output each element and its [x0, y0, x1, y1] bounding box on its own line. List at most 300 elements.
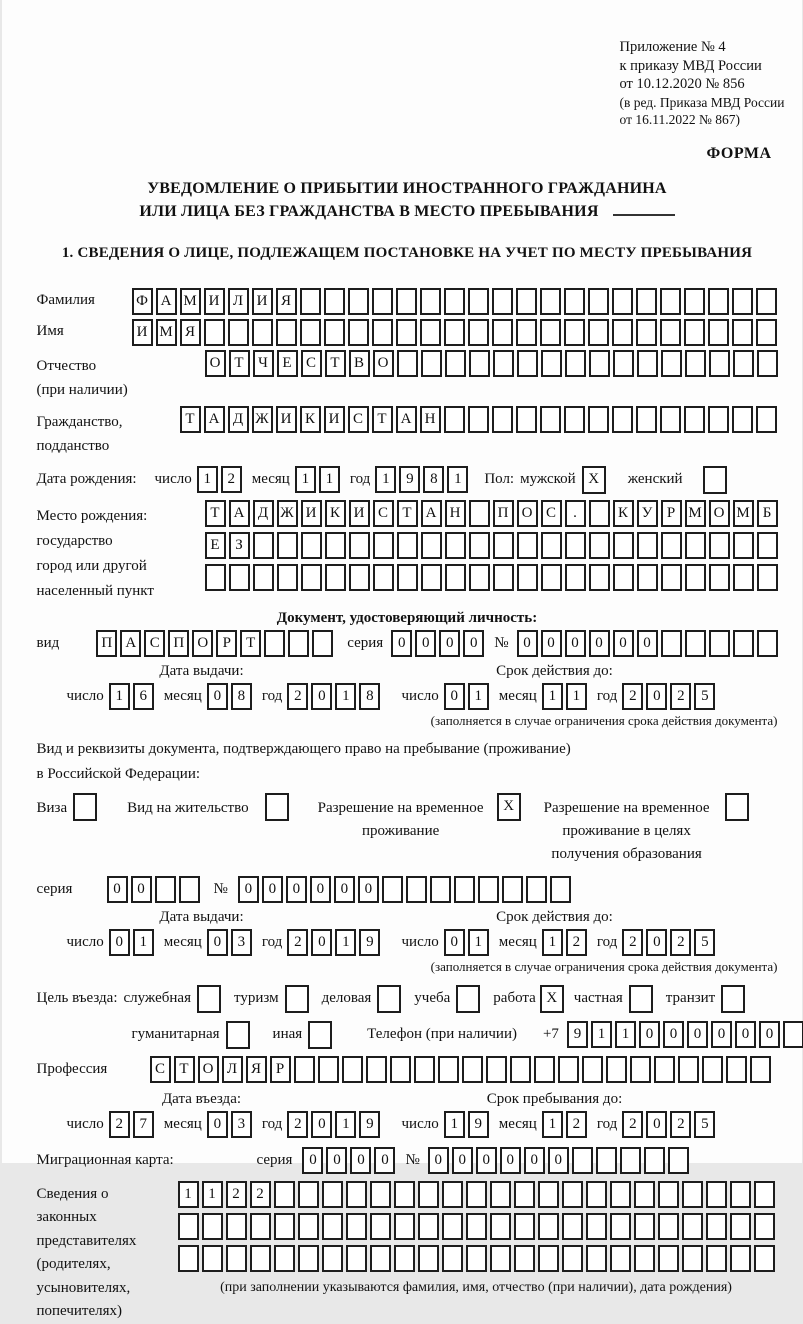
- cell[interactable]: [708, 319, 729, 346]
- cell[interactable]: [706, 1245, 727, 1272]
- cell[interactable]: [565, 564, 586, 591]
- cell[interactable]: [661, 630, 682, 657]
- cell[interactable]: [706, 1181, 727, 1208]
- cell[interactable]: 0: [637, 630, 658, 657]
- cell[interactable]: [757, 532, 778, 559]
- cell[interactable]: 0: [334, 876, 355, 903]
- cell[interactable]: [661, 564, 682, 591]
- cell[interactable]: [613, 532, 634, 559]
- cell[interactable]: [562, 1181, 583, 1208]
- cell[interactable]: Т: [240, 630, 261, 657]
- cell[interactable]: [709, 350, 730, 377]
- cell[interactable]: [708, 288, 729, 315]
- cell[interactable]: Р: [216, 630, 237, 657]
- cell[interactable]: 3: [231, 929, 252, 956]
- cell[interactable]: [324, 319, 345, 346]
- cell[interactable]: [541, 350, 562, 377]
- cell[interactable]: [517, 532, 538, 559]
- cell[interactable]: [205, 564, 226, 591]
- purpose-business-checkbox[interactable]: [377, 985, 401, 1013]
- cell[interactable]: 8: [231, 683, 252, 710]
- cell[interactable]: [179, 876, 200, 903]
- cell[interactable]: М: [733, 500, 754, 527]
- cell[interactable]: [382, 876, 403, 903]
- cell[interactable]: [589, 564, 610, 591]
- cell[interactable]: [596, 1147, 617, 1174]
- cell[interactable]: [756, 319, 777, 346]
- cell[interactable]: [726, 1056, 747, 1083]
- cell[interactable]: [406, 876, 427, 903]
- cell[interactable]: [421, 564, 442, 591]
- cell[interactable]: 8: [423, 466, 444, 493]
- cell[interactable]: [300, 319, 321, 346]
- cell[interactable]: 6: [133, 683, 154, 710]
- cell[interactable]: 2: [287, 683, 308, 710]
- cell[interactable]: А: [204, 406, 225, 433]
- cell[interactable]: 2: [250, 1181, 271, 1208]
- cell[interactable]: 0: [646, 683, 667, 710]
- cell[interactable]: С: [301, 350, 322, 377]
- cell[interactable]: [366, 1056, 387, 1083]
- gender-female-checkbox[interactable]: [703, 466, 727, 494]
- cell[interactable]: Т: [372, 406, 393, 433]
- cell[interactable]: [757, 630, 778, 657]
- cell[interactable]: 0: [428, 1147, 449, 1174]
- cell[interactable]: 0: [541, 630, 562, 657]
- cell[interactable]: 0: [286, 876, 307, 903]
- cell[interactable]: [706, 1213, 727, 1240]
- cell[interactable]: 0: [107, 876, 128, 903]
- cell[interactable]: Я: [276, 288, 297, 315]
- cell[interactable]: Т: [205, 500, 226, 527]
- cell[interactable]: [540, 319, 561, 346]
- cell[interactable]: 1: [542, 683, 563, 710]
- cell[interactable]: [610, 1181, 631, 1208]
- cell[interactable]: Б: [757, 500, 778, 527]
- cell[interactable]: [733, 630, 754, 657]
- cell[interactable]: 0: [311, 929, 332, 956]
- cell[interactable]: 9: [359, 1111, 380, 1138]
- temp-residence-edu-checkbox[interactable]: [725, 793, 749, 821]
- cell[interactable]: 9: [567, 1021, 588, 1048]
- purpose-tourism-checkbox[interactable]: [285, 985, 309, 1013]
- cell[interactable]: У: [637, 500, 658, 527]
- cell[interactable]: [730, 1181, 751, 1208]
- cell[interactable]: 0: [565, 630, 586, 657]
- cell[interactable]: И: [301, 500, 322, 527]
- cell[interactable]: [322, 1213, 343, 1240]
- cell[interactable]: [325, 564, 346, 591]
- cell[interactable]: 1: [109, 683, 130, 710]
- cell[interactable]: [178, 1213, 199, 1240]
- purpose-transit-checkbox[interactable]: [721, 985, 745, 1013]
- cell[interactable]: [586, 1245, 607, 1272]
- cell[interactable]: [644, 1147, 665, 1174]
- cell[interactable]: [469, 564, 490, 591]
- cell[interactable]: [612, 288, 633, 315]
- cell[interactable]: [658, 1181, 679, 1208]
- cell[interactable]: [298, 1213, 319, 1240]
- cell[interactable]: [250, 1245, 271, 1272]
- cell[interactable]: [274, 1213, 295, 1240]
- cell[interactable]: Ж: [277, 500, 298, 527]
- cell[interactable]: [346, 1181, 367, 1208]
- cell[interactable]: [346, 1213, 367, 1240]
- cell[interactable]: 3: [231, 1111, 252, 1138]
- cell[interactable]: [301, 532, 322, 559]
- cell[interactable]: 0: [109, 929, 130, 956]
- cell[interactable]: [490, 1181, 511, 1208]
- cell[interactable]: [526, 876, 547, 903]
- cell[interactable]: [684, 319, 705, 346]
- cell[interactable]: 0: [500, 1147, 521, 1174]
- cell[interactable]: [469, 350, 490, 377]
- cell[interactable]: Ж: [252, 406, 273, 433]
- cell[interactable]: 2: [287, 1111, 308, 1138]
- cell[interactable]: [589, 350, 610, 377]
- cell[interactable]: [660, 406, 681, 433]
- cell[interactable]: [733, 350, 754, 377]
- cell[interactable]: [572, 1147, 593, 1174]
- cell[interactable]: Т: [229, 350, 250, 377]
- cell[interactable]: О: [198, 1056, 219, 1083]
- cell[interactable]: [606, 1056, 627, 1083]
- cell[interactable]: [226, 1213, 247, 1240]
- purpose-other-checkbox[interactable]: [308, 1021, 332, 1049]
- cell[interactable]: [564, 288, 585, 315]
- cell[interactable]: [370, 1213, 391, 1240]
- cell[interactable]: [397, 350, 418, 377]
- cell[interactable]: 0: [639, 1021, 660, 1048]
- cell[interactable]: [430, 876, 451, 903]
- cell[interactable]: 1: [295, 466, 316, 493]
- cell[interactable]: 0: [548, 1147, 569, 1174]
- cell[interactable]: [517, 350, 538, 377]
- cell[interactable]: 0: [374, 1147, 395, 1174]
- cell[interactable]: [421, 350, 442, 377]
- cell[interactable]: [610, 1213, 631, 1240]
- visa-checkbox[interactable]: [73, 793, 97, 821]
- cell[interactable]: [478, 876, 499, 903]
- cell[interactable]: М: [180, 288, 201, 315]
- cell[interactable]: [565, 350, 586, 377]
- cell[interactable]: [660, 319, 681, 346]
- cell[interactable]: [516, 288, 537, 315]
- cell[interactable]: [658, 1213, 679, 1240]
- cell[interactable]: 0: [350, 1147, 371, 1174]
- cell[interactable]: К: [325, 500, 346, 527]
- cell[interactable]: [370, 1245, 391, 1272]
- cell[interactable]: [658, 1245, 679, 1272]
- cell[interactable]: [204, 319, 225, 346]
- cell[interactable]: [444, 288, 465, 315]
- cell[interactable]: 0: [517, 630, 538, 657]
- cell[interactable]: [661, 532, 682, 559]
- cell[interactable]: [636, 406, 657, 433]
- cell[interactable]: 0: [476, 1147, 497, 1174]
- cell[interactable]: [660, 288, 681, 315]
- cell[interactable]: [613, 350, 634, 377]
- gender-male-checkbox[interactable]: X: [582, 466, 606, 494]
- cell[interactable]: [685, 630, 706, 657]
- cell[interactable]: К: [613, 500, 634, 527]
- cell[interactable]: [445, 532, 466, 559]
- cell[interactable]: 7: [133, 1111, 154, 1138]
- cell[interactable]: [394, 1245, 415, 1272]
- cell[interactable]: 2: [287, 929, 308, 956]
- cell[interactable]: 1: [447, 466, 468, 493]
- cell[interactable]: [288, 630, 309, 657]
- cell[interactable]: 1: [468, 683, 489, 710]
- cell[interactable]: [493, 564, 514, 591]
- cell[interactable]: [620, 1147, 641, 1174]
- cell[interactable]: 0: [463, 630, 484, 657]
- cell[interactable]: [155, 876, 176, 903]
- residence-permit-checkbox[interactable]: [265, 793, 289, 821]
- cell[interactable]: [420, 319, 441, 346]
- cell[interactable]: [708, 406, 729, 433]
- cell[interactable]: [229, 564, 250, 591]
- cell[interactable]: О: [517, 500, 538, 527]
- purpose-humanitarian-checkbox[interactable]: [226, 1021, 250, 1049]
- cell[interactable]: 1: [335, 1111, 356, 1138]
- cell[interactable]: [733, 532, 754, 559]
- cell[interactable]: [414, 1056, 435, 1083]
- cell[interactable]: Е: [277, 350, 298, 377]
- cell[interactable]: 0: [613, 630, 634, 657]
- cell[interactable]: [492, 288, 513, 315]
- cell[interactable]: 0: [415, 630, 436, 657]
- cell[interactable]: Я: [180, 319, 201, 346]
- cell[interactable]: [397, 532, 418, 559]
- cell[interactable]: [418, 1245, 439, 1272]
- cell[interactable]: С: [541, 500, 562, 527]
- cell[interactable]: Т: [174, 1056, 195, 1083]
- cell[interactable]: [754, 1245, 775, 1272]
- cell[interactable]: 8: [359, 683, 380, 710]
- cell[interactable]: [612, 406, 633, 433]
- cell[interactable]: 0: [311, 1111, 332, 1138]
- cell[interactable]: [322, 1181, 343, 1208]
- cell[interactable]: [637, 564, 658, 591]
- cell[interactable]: 0: [302, 1147, 323, 1174]
- cell[interactable]: [372, 288, 393, 315]
- cell[interactable]: [634, 1245, 655, 1272]
- cell[interactable]: Р: [661, 500, 682, 527]
- cell[interactable]: 0: [711, 1021, 732, 1048]
- cell[interactable]: Т: [325, 350, 346, 377]
- cell[interactable]: 0: [310, 876, 331, 903]
- cell[interactable]: А: [120, 630, 141, 657]
- cell[interactable]: [514, 1181, 535, 1208]
- cell[interactable]: Р: [270, 1056, 291, 1083]
- cell[interactable]: 0: [646, 929, 667, 956]
- cell[interactable]: 0: [131, 876, 152, 903]
- cell[interactable]: 0: [391, 630, 412, 657]
- cell[interactable]: [684, 288, 705, 315]
- cell[interactable]: [538, 1181, 559, 1208]
- cell[interactable]: 2: [622, 1111, 643, 1138]
- cell[interactable]: [442, 1245, 463, 1272]
- cell[interactable]: [538, 1213, 559, 1240]
- cell[interactable]: [322, 1245, 343, 1272]
- cell[interactable]: Т: [180, 406, 201, 433]
- cell[interactable]: [318, 1056, 339, 1083]
- cell[interactable]: 2: [670, 1111, 691, 1138]
- cell[interactable]: [754, 1181, 775, 1208]
- cell[interactable]: [678, 1056, 699, 1083]
- cell[interactable]: Л: [228, 288, 249, 315]
- cell[interactable]: [540, 406, 561, 433]
- purpose-private-checkbox[interactable]: [629, 985, 653, 1013]
- cell[interactable]: 0: [687, 1021, 708, 1048]
- cell[interactable]: [373, 532, 394, 559]
- cell[interactable]: 9: [359, 929, 380, 956]
- cell[interactable]: [493, 350, 514, 377]
- cell[interactable]: [445, 350, 466, 377]
- cell[interactable]: [444, 319, 465, 346]
- cell[interactable]: П: [96, 630, 117, 657]
- cell[interactable]: И: [349, 500, 370, 527]
- cell[interactable]: [754, 1213, 775, 1240]
- cell[interactable]: [684, 406, 705, 433]
- cell[interactable]: [668, 1147, 689, 1174]
- cell[interactable]: [613, 564, 634, 591]
- cell[interactable]: [517, 564, 538, 591]
- cell[interactable]: О: [709, 500, 730, 527]
- cell[interactable]: [564, 319, 585, 346]
- cell[interactable]: [444, 406, 465, 433]
- cell[interactable]: [564, 406, 585, 433]
- cell[interactable]: [276, 319, 297, 346]
- cell[interactable]: [312, 630, 333, 657]
- cell[interactable]: [294, 1056, 315, 1083]
- cell[interactable]: 0: [238, 876, 259, 903]
- cell[interactable]: 1: [375, 466, 396, 493]
- cell[interactable]: 0: [524, 1147, 545, 1174]
- cell[interactable]: [348, 319, 369, 346]
- cell[interactable]: А: [396, 406, 417, 433]
- cell[interactable]: [558, 1056, 579, 1083]
- cell[interactable]: [750, 1056, 771, 1083]
- cell[interactable]: [685, 350, 706, 377]
- cell[interactable]: [346, 1245, 367, 1272]
- cell[interactable]: 0: [358, 876, 379, 903]
- cell[interactable]: [610, 1245, 631, 1272]
- cell[interactable]: 1: [615, 1021, 636, 1048]
- cell[interactable]: [757, 564, 778, 591]
- cell[interactable]: [394, 1213, 415, 1240]
- cell[interactable]: 1: [133, 929, 154, 956]
- cell[interactable]: [466, 1213, 487, 1240]
- cell[interactable]: 1: [202, 1181, 223, 1208]
- cell[interactable]: [372, 319, 393, 346]
- cell[interactable]: [732, 406, 753, 433]
- cell[interactable]: [469, 500, 490, 527]
- cell[interactable]: [445, 564, 466, 591]
- cell[interactable]: [630, 1056, 651, 1083]
- cell[interactable]: И: [276, 406, 297, 433]
- cell[interactable]: Д: [253, 500, 274, 527]
- cell[interactable]: [492, 406, 513, 433]
- cell[interactable]: 2: [221, 466, 242, 493]
- cell[interactable]: [486, 1056, 507, 1083]
- cell[interactable]: О: [373, 350, 394, 377]
- cell[interactable]: [612, 319, 633, 346]
- cell[interactable]: 9: [399, 466, 420, 493]
- cell[interactable]: [654, 1056, 675, 1083]
- cell[interactable]: Н: [445, 500, 466, 527]
- cell[interactable]: С: [150, 1056, 171, 1083]
- cell[interactable]: [588, 406, 609, 433]
- cell[interactable]: [418, 1181, 439, 1208]
- cell[interactable]: [534, 1056, 555, 1083]
- cell[interactable]: [589, 500, 610, 527]
- cell[interactable]: 1: [566, 683, 587, 710]
- cell[interactable]: [421, 532, 442, 559]
- cell[interactable]: [709, 630, 730, 657]
- cell[interactable]: [438, 1056, 459, 1083]
- cell[interactable]: [685, 564, 706, 591]
- cell[interactable]: З: [229, 532, 250, 559]
- cell[interactable]: 0: [444, 929, 465, 956]
- cell[interactable]: [541, 564, 562, 591]
- cell[interactable]: [202, 1213, 223, 1240]
- cell[interactable]: [274, 1181, 295, 1208]
- cell[interactable]: 0: [439, 630, 460, 657]
- cell[interactable]: [468, 319, 489, 346]
- cell[interactable]: [397, 564, 418, 591]
- cell[interactable]: М: [156, 319, 177, 346]
- cell[interactable]: 2: [566, 1111, 587, 1138]
- cell[interactable]: [274, 1245, 295, 1272]
- cell[interactable]: 1: [542, 1111, 563, 1138]
- cell[interactable]: [514, 1245, 535, 1272]
- cell[interactable]: [342, 1056, 363, 1083]
- purpose-work-checkbox[interactable]: X: [540, 985, 564, 1013]
- cell[interactable]: [634, 1213, 655, 1240]
- cell[interactable]: [756, 288, 777, 315]
- cell[interactable]: [709, 564, 730, 591]
- cell[interactable]: Ч: [253, 350, 274, 377]
- cell[interactable]: [325, 532, 346, 559]
- cell[interactable]: 1: [542, 929, 563, 956]
- cell[interactable]: [540, 288, 561, 315]
- cell[interactable]: О: [205, 350, 226, 377]
- cell[interactable]: [589, 532, 610, 559]
- cell[interactable]: [418, 1213, 439, 1240]
- cell[interactable]: 0: [589, 630, 610, 657]
- cell[interactable]: Ф: [132, 288, 153, 315]
- cell[interactable]: 2: [566, 929, 587, 956]
- cell[interactable]: [588, 288, 609, 315]
- cell[interactable]: [682, 1245, 703, 1272]
- cell[interactable]: [442, 1213, 463, 1240]
- cell[interactable]: 5: [694, 1111, 715, 1138]
- cell[interactable]: [516, 406, 537, 433]
- cell[interactable]: [636, 319, 657, 346]
- cell[interactable]: [588, 319, 609, 346]
- cell[interactable]: [277, 564, 298, 591]
- cell[interactable]: 1: [319, 466, 340, 493]
- cell[interactable]: [228, 319, 249, 346]
- cell[interactable]: [468, 406, 489, 433]
- cell[interactable]: [462, 1056, 483, 1083]
- cell[interactable]: П: [168, 630, 189, 657]
- cell[interactable]: [685, 532, 706, 559]
- cell[interactable]: [562, 1213, 583, 1240]
- cell[interactable]: [634, 1181, 655, 1208]
